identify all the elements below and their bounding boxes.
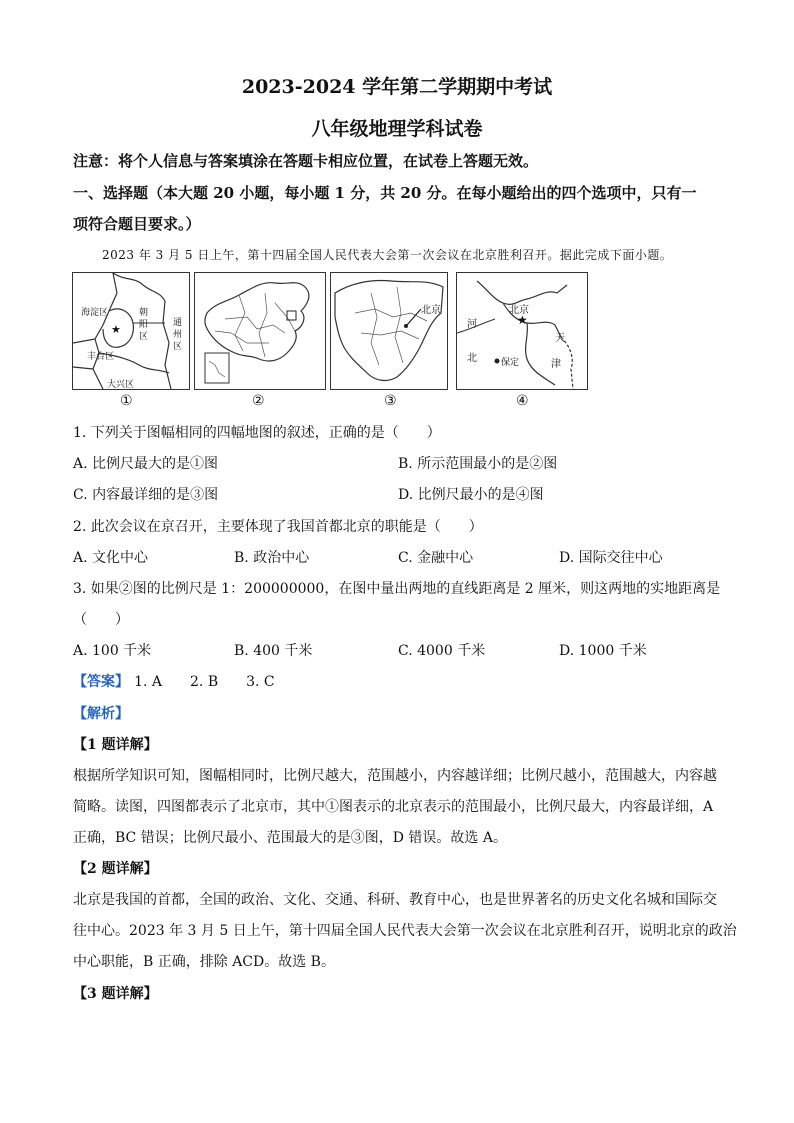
question-1-stem: 1. 下列关于图幅相同的四幅地图的叙述，正确的是（ ） [73, 425, 441, 441]
q3-option-d: D. 1000 千米 [559, 643, 647, 659]
q2-option-a: A. 文化中心 [73, 550, 149, 566]
section-heading-line1: 一、选择题（本大题 20 小题，每小题 1 分，共 20 分。在每小题给出的四个选项中，只有一 [73, 184, 697, 202]
detail-2-line-1: 北京是我国的首都，全国的政治、文化、交通、科研、教育中心，也是世界著名的历史文化名城和国际交 [73, 892, 717, 908]
exam-title: 2023-2024 学年第二学期期中考试 [241, 76, 553, 98]
map1-chaoyang-label-3: 区 [139, 332, 149, 342]
map-label-1: ① [120, 393, 133, 409]
answer-text: 1. A 2. B 3. C [134, 674, 275, 690]
map-3-asia [330, 272, 448, 390]
map-label-3: ③ [384, 393, 397, 409]
map4-baoding-label: 保定 [501, 358, 520, 368]
answer-tag: 【答案】 [73, 674, 129, 690]
detail-3-tag: 【3 题详解】 [73, 986, 158, 1002]
map1-daxing-label: 大兴区 [107, 380, 135, 390]
exam-subtitle: 八年级地理学科试卷 [311, 118, 483, 140]
map1-haidian-label: 海淀区 [81, 308, 109, 318]
detail-1-line-2: 简略。读图，四图都表示了北京市，其中①图表示的北京表示的范围最小，比例尺最大，内容最详细，A [73, 799, 714, 815]
map-1-beijing-districts [72, 272, 190, 390]
map-2-china [194, 272, 326, 390]
q2-option-b: B. 政治中心 [234, 550, 310, 566]
map1-fengtai-label: 丰台区 [87, 352, 115, 362]
map4-bei-label: 北 [467, 353, 477, 364]
map1-tongzhou-label-3: 区 [173, 342, 183, 352]
map-label-4: ④ [516, 393, 529, 409]
detail-2-line-3: 中心职能，B 正确，排除 ACD。故选 B。 [73, 954, 335, 970]
question-2-stem: 2. 此次会议在京召开，主要体现了我国首都北京的职能是（ ） [73, 519, 483, 535]
map3-beijing-label: 北京 [421, 305, 441, 316]
question-intro: 2023 年 3 月 5 日上午，第十四届全国人民代表大会第一次会议在北京胜利召开。据此完成下面小题。 [102, 248, 673, 262]
map1-chaoyang-label-1: 朝 [139, 308, 149, 318]
q1-option-d: D. 比例尺最小的是④图 [398, 487, 544, 503]
map1-chaoyang-label-2: 阳 [139, 320, 149, 330]
q2-option-c: C. 金融中心 [398, 550, 474, 566]
map4-capital-star-icon: ★ [517, 313, 528, 327]
detail-2-tag: 【2 题详解】 [73, 861, 158, 877]
answer-row [73, 671, 275, 691]
q3-option-a: A. 100 千米 [73, 643, 152, 659]
section-heading-line2: 项符合题目要求。） [73, 215, 201, 233]
question-3-stem-line1: 3. 如果②图的比例尺是 1：200000000，在图中量出两地的直线距离是 2 厘米，则这两地的实地距离是 [73, 581, 721, 597]
notice: 注意：将个人信息与答案填涂在答题卡相应位置，在试卷上答题无效。 [73, 152, 539, 170]
q1-option-c: C. 内容最详细的是③图 [73, 487, 219, 503]
detail-1-tag: 【1 题详解】 [73, 737, 158, 753]
map4-jin-label: 津 [551, 359, 561, 370]
map-4-beijing-region [456, 272, 588, 390]
map4-beijing-label: 北京 [509, 305, 529, 316]
q1-option-a: A. 比例尺最大的是①图 [73, 456, 219, 472]
map-label-2: ② [252, 393, 265, 409]
q3-option-b: B. 400 千米 [234, 643, 313, 659]
question-3-stem-line2: （ ） [73, 612, 129, 628]
detail-1-line-1: 根据所学知识可知，图幅相同时，比例尺越大，范围越小，内容越详细；比例尺越小，范围越大，内容越 [73, 768, 717, 784]
q1-option-b: B. 所示范围最小的是②图 [398, 456, 558, 472]
map1-tongzhou-label-1: 通 [173, 318, 183, 328]
detail-2-line-2: 往中心。2023 年 3 月 5 日上午，第十四届全国人民代表大会第一次会议在北京胜利召开，说明北京的政治 [73, 923, 737, 939]
map1-capital-star-icon: ★ [111, 323, 121, 336]
q3-option-c: C. 4000 千米 [398, 643, 486, 659]
q2-option-d: D. 国际交往中心 [559, 550, 663, 566]
detail-1-line-3: 正确，BC 错误；比例尺最小、范围最大的是③图，D 错误。故选 A。 [73, 830, 507, 846]
maps-figure [72, 272, 592, 412]
map1-tongzhou-label-2: 州 [173, 330, 183, 340]
map4-he-label: 河 [467, 319, 477, 330]
analysis-tag: 【解析】 [73, 706, 129, 722]
map4-tian-label: 天 [555, 333, 565, 344]
